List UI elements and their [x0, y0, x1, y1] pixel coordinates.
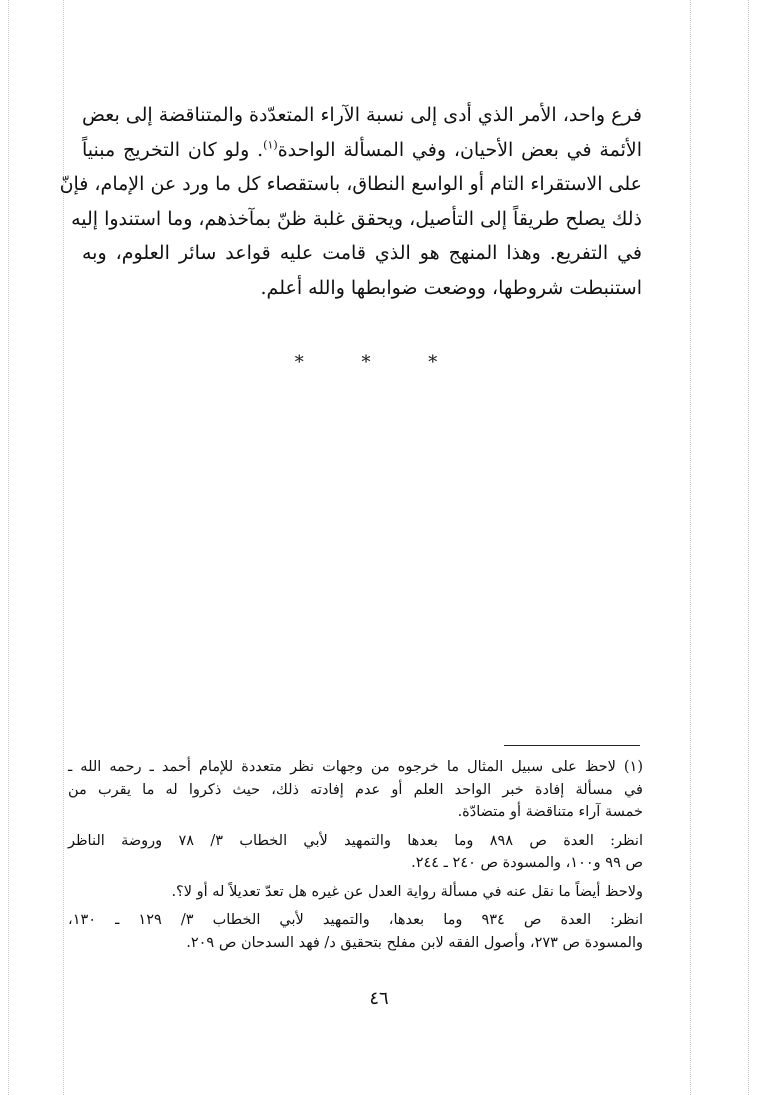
scan-guide-line [63, 0, 64, 1095]
footnote-line: ص ٩٩ و١٠٠، والمسودة ص ٢٤٠ ـ ٢٤٤. [411, 855, 643, 871]
footnote-text: لاحظ على سبيل المثال ما خرجوه من وجهات نظر متعددة للإمام أحمد ـ رحمه الله ـ [68, 759, 616, 775]
body-line: استنبطت شروطها، ووضعت ضوابطها والله أعلم. [260, 276, 642, 299]
section-separator-asterisks: * * * [294, 352, 464, 373]
scan-guide-line [8, 0, 9, 1095]
main-body-text [59, 98, 642, 305]
body-line [82, 133, 642, 168]
body-line-segment: . ولو كان التخريج مبنياً [82, 138, 264, 161]
body-line-segment: الأئمة في بعض الأحيان، وفي المسألة الواحدة [277, 138, 642, 161]
page-number: ٤٦ [369, 988, 389, 1009]
footnotes-block [68, 756, 643, 954]
footnote-line: والمسودة ص ٢٧٣، وأصول الفقه لابن مفلح بتحقيق د/ فهد السدحان ص ٢٠٩. [186, 934, 643, 951]
footnote-line: انظر: العدة ص ٩٣٤ وما بعدها، والتمهيد لأبي الخطاب ٣/ ١٢٩ ـ ١٣٠، [68, 912, 644, 928]
footnote-line: في مسألة إفادة خبر الواحد العلم أو عدم إفادته ذلك، حيث ذكروا له ما يقرب من [68, 781, 643, 798]
body-line: ذلك يصلح طريقاً إلى التأصيل، ويحقق غلبة ظنّ بمآخذهم، وما استندوا إليه [71, 207, 642, 230]
footnote-line: ولاحظ أيضاً ما نقل عنه في مسألة رواية العدل عن غيره هل تعدّ تعديلاً له أو لا؟. [171, 883, 643, 900]
footnote-reference[interactable]: (١) [263, 138, 278, 152]
footnote-line [68, 756, 643, 779]
scan-guide-line [748, 0, 749, 1095]
body-line: على الاستقراء التام أو الواسع النطاق، باستقصاء كل ما ورد عن الإمام، فإنّ [59, 173, 642, 195]
body-line: فرع واحد، الأمر الذي أدى إلى نسبة الآراء المتعدّدة والمتناقضة إلى بعض [82, 104, 642, 126]
footnote-line: خمسة آراء متناقضة أو متضادّة. [457, 804, 643, 820]
footnote-divider [504, 745, 640, 746]
body-line: في التفريع. وهذا المنهج هو الذي قامت عليه قواعد سائر العلوم، وبه [82, 242, 642, 264]
footnote-number: (١) [623, 759, 643, 775]
scan-guide-line [690, 0, 691, 1095]
footnote-line: انظر: العدة ص ٨٩٨ وما بعدها والتمهيد لأبي الخطاب ٣/ ٧٨ وروضة الناظر [68, 832, 643, 849]
